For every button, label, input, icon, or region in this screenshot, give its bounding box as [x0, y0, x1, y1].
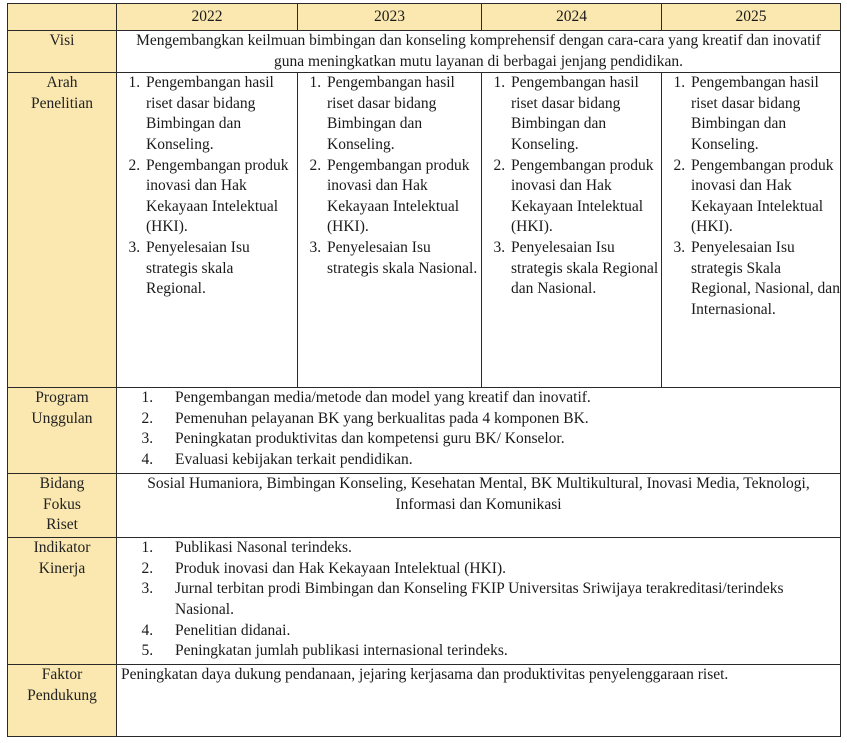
faktor-pendukung-text: Peningkatan daya dukung pendanaan, jejaring kerjasama dan produktivitas penyelenggaraan riset.: [117, 665, 841, 737]
header-blank-cell: [8, 4, 117, 31]
list-item: 3. Penyelesaian Isu strategis Skala Regional, Nasional, dan Internasional.: [689, 238, 840, 320]
research-roadmap-table: [7, 3, 841, 737]
bidang-fokus-riset-text: Sosial Humaniora, Bimbingan Konseling, Kesehatan Mental, BK Multikultural, Inovasi Media, Teknologi, Informasi dan Komunikasi: [117, 474, 841, 538]
indikator-kinerja-cell: [117, 538, 841, 665]
arah-2023-cell: [298, 73, 482, 388]
label-line: Arah: [46, 74, 78, 92]
label-line: Faktor: [41, 666, 83, 684]
arah-2025-cell: [662, 73, 841, 388]
visi-row: [8, 31, 841, 73]
list-item: 5. Peningkatan jumlah publikasi internasional terindeks.: [157, 641, 840, 662]
list-item: 3. Peningkatan produktivitas dan kompetensi guru BK/ Konselor.: [157, 429, 840, 450]
label-line: Pendukung: [27, 686, 97, 704]
label-line: Kinerja: [38, 559, 86, 577]
bidang-fokus-riset-row: [8, 474, 841, 538]
header-row: [8, 4, 841, 31]
label-line: Unggulan: [31, 409, 93, 427]
list-item: 3. Penyelesaian Isu strategis skala Nasional.: [325, 238, 481, 279]
list-item: 4. Penelitian didanai.: [157, 621, 840, 642]
list-item: 1. Pengembangan hasil riset dasar bidang Bimbingan dan Konseling.: [325, 73, 481, 155]
list-item: 2. Pengembangan produk inovasi dan Hak Kekayaan Intelektual (HKI).: [144, 156, 297, 238]
visi-text: Mengembangkan keilmuan bimbingan dan konseling komprehensif dengan cara-cara yang kreatif dan inovatif guna meningkatkan mutu layanan di berbagai jenjang pendidikan.: [117, 31, 841, 73]
list-item: 3. Penyelesaian Isu strategis skala Regional dan Nasional.: [509, 238, 661, 300]
list-item: 1. Pengembangan hasil riset dasar bidang Bimbingan dan Konseling.: [509, 73, 661, 155]
faktor-pendukung-row: [8, 665, 841, 737]
indikator-kinerja-row: [8, 538, 841, 665]
list-item: 3. Penyelesaian Isu strategis skala Regional.: [144, 238, 297, 300]
arah-2024-cell: [482, 73, 662, 388]
list-item: 1. Pengembangan hasil riset dasar bidang Bimbingan dan Konseling.: [144, 73, 297, 155]
program-unggulan-cell: [117, 388, 841, 474]
header-year-2023: 2023: [298, 4, 482, 31]
list-item: 3. Jurnal terbitan prodi Bimbingan dan Konseling FKIP Universitas Sriwijaya terakreditasi/terindeks Nasional.: [157, 579, 840, 620]
arah-penelitian-row: [8, 73, 841, 388]
program-unggulan-label: [8, 388, 117, 474]
header-year-2025: 2025: [662, 4, 841, 31]
list-item: 2. Pengembangan produk inovasi dan Hak Kekayaan Intelektual (HKI).: [325, 156, 481, 238]
indikator-kinerja-label: [8, 538, 117, 665]
arah-penelitian-label: [8, 73, 117, 388]
list-item: 2. Pemenuhan pelayanan BK yang berkualitas pada 4 komponen BK.: [157, 409, 840, 430]
list-item: 1. Pengembangan media/metode dan model yang kreatif dan inovatif.: [157, 388, 840, 409]
header-year-2022: 2022: [117, 4, 298, 31]
label-line: Bidang: [39, 475, 85, 493]
list-item: 1. Pengembangan hasil riset dasar bidang Bimbingan dan Konseling.: [689, 73, 840, 155]
label-line: Riset: [46, 516, 78, 534]
list-item: 2. Pengembangan produk inovasi dan Hak Kekayaan Intelektual (HKI).: [689, 156, 840, 238]
list-item: 4. Evaluasi kebijakan terkait pendidikan.: [157, 450, 840, 471]
label-line: Penelitian: [31, 94, 93, 112]
list-item: 2. Produk inovasi dan Hak Kekayaan Intelektual (HKI).: [157, 559, 840, 580]
list-item: 2. Pengembangan produk inovasi dan Hak Kekayaan Intelektual (HKI).: [509, 156, 661, 238]
label-line: Program: [35, 389, 89, 407]
label-line: Fokus: [43, 495, 81, 513]
list-item: 1. Publikasi Nasonal terindeks.: [157, 538, 840, 559]
label-line: Indikator: [33, 539, 91, 557]
bidang-fokus-riset-label: [8, 474, 117, 538]
program-unggulan-row: [8, 388, 841, 474]
visi-label: Visi: [8, 31, 117, 73]
arah-2022-cell: [117, 73, 298, 388]
header-year-2024: 2024: [482, 4, 662, 31]
faktor-pendukung-label: [8, 665, 117, 737]
